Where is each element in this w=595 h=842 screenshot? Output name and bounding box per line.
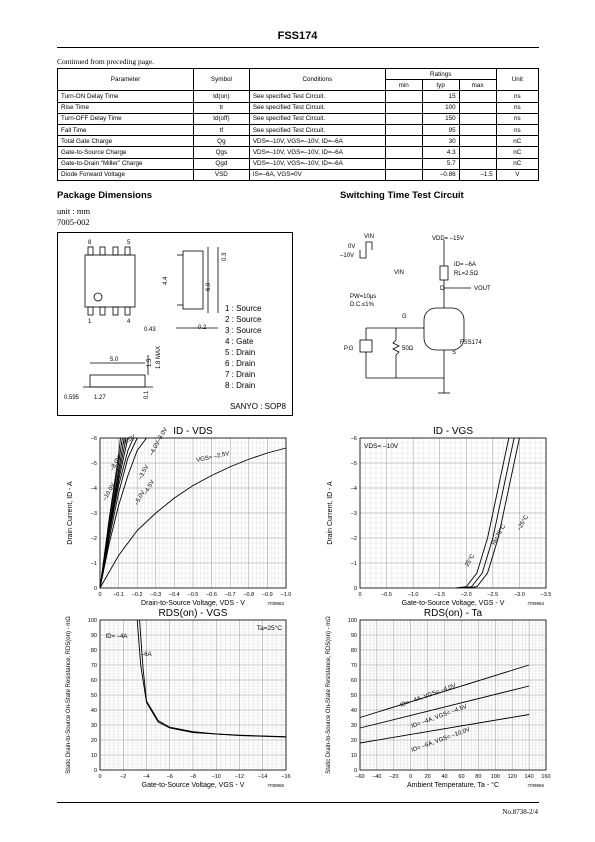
spec-row: [58, 169, 539, 180]
v10-label: –10V: [340, 253, 355, 259]
svg-text:1: 1: [88, 319, 92, 325]
x-axis-label: Drain-to-Source Voltage, VDS - V: [141, 600, 245, 607]
y-tick-label: 0: [353, 768, 357, 774]
x-axis-label: Gate-to-Source Voltage, VGS - V: [141, 782, 245, 789]
spec-cell-max: –1.5: [459, 169, 496, 180]
spec-cell-min: [385, 102, 422, 113]
spec-cell-param: Diode Forward Voltage: [58, 169, 194, 180]
spec-cell-param: Fall Time: [58, 124, 194, 135]
chart-annotation: VDS= –10V: [364, 443, 399, 450]
chart-title: RDS(on) - VGS: [158, 608, 228, 619]
svg-text:0.1: 0.1: [144, 390, 150, 399]
y-tick-label: 40: [90, 708, 97, 714]
spec-cell-min: [385, 147, 422, 158]
spec-cell-min: [385, 124, 422, 135]
y-tick-label: 0: [353, 586, 357, 592]
pin-1: 1 : Source: [225, 304, 262, 313]
rl-label: RL=2.5Ω: [454, 271, 478, 277]
spec-cell-typ: 15: [422, 91, 459, 102]
svg-text:8: 8: [88, 240, 92, 246]
y-axis-label: Static Drain-to-Source On-State Resistance, RDS(on) - mΩ: [66, 616, 72, 774]
y-tick-label: 40: [350, 708, 357, 714]
chart-code: IT09964: [527, 601, 544, 606]
curve-label: –6A: [140, 652, 152, 658]
chart-rds-ta: [318, 602, 558, 797]
svg-text:0.595: 0.595: [64, 395, 80, 401]
curve-label: –3.0V: [156, 426, 170, 444]
chart-title: ID - VGS: [432, 426, 474, 437]
x-tick-label: –2.0: [460, 592, 472, 598]
x-tick-label: –0.7: [224, 592, 236, 598]
spec-cell-typ: –0.86: [422, 169, 459, 180]
curve-label: –10.0V: [102, 482, 117, 502]
pin-7: 7 : Drain: [225, 370, 256, 379]
x-tick-label: 0: [98, 774, 102, 780]
x-tick-label: –3.5: [540, 592, 552, 598]
x-tick-label: –0.3: [150, 592, 162, 598]
vdd-label: VDD= –15V: [432, 236, 464, 242]
x-tick-label: –0.8: [243, 592, 255, 598]
chart-code: IT09965: [267, 783, 284, 788]
spec-cell-max: [459, 124, 496, 135]
spec-cell-max: [459, 147, 496, 158]
y-tick-label: 20: [350, 738, 357, 744]
x-tick-label: –16: [281, 774, 291, 780]
y-tick-label: 20: [90, 738, 97, 744]
pin-3: 3 : Source: [225, 326, 262, 335]
spec-cell-cond: VDS=–10V, VGS=–10V, ID=–6A: [249, 147, 385, 158]
spec-cell-typ: 30: [422, 136, 459, 147]
y-tick-label: –1: [90, 561, 97, 567]
dc-label: D.C.≤1%: [350, 302, 374, 308]
y-axis-label: Drain Current, ID - A: [67, 481, 74, 545]
curve-label: –3.5V: [137, 464, 151, 481]
pin-list: [225, 303, 261, 391]
spec-cell-symbol: Qg: [193, 136, 249, 147]
y-tick-label: 70: [350, 663, 357, 669]
x-tick-label: –8: [189, 774, 197, 780]
spec-row: [58, 113, 539, 124]
y-tick-label: 50: [350, 693, 357, 699]
curve-label: –4.5V: [143, 479, 157, 496]
spec-cell-unit: ns: [496, 102, 538, 113]
th-parameter: Parameter: [58, 69, 194, 91]
x-tick-label: 80: [475, 774, 482, 780]
spec-cell-cond: See specified Test Circuit.: [249, 113, 385, 124]
svg-text:5: 5: [127, 240, 131, 246]
y-tick-label: –2: [350, 536, 357, 542]
spec-cell-min: [385, 158, 422, 169]
y-tick-label: 100: [347, 618, 357, 624]
pw-label: PW=10μs: [350, 294, 377, 300]
y-axis-label: Static Drain-to-Source On-State Resistance, RDS(on) - mΩ: [326, 616, 332, 774]
spec-cell-min: [385, 136, 422, 147]
x-tick-label: –0.2: [131, 592, 143, 598]
chart-rds-vgs: [58, 602, 298, 797]
spec-cell-max: [459, 136, 496, 147]
spec-cell-param: Rise Time: [58, 102, 194, 113]
spec-cell-min: [385, 91, 422, 102]
x-tick-label: 60: [458, 774, 465, 780]
x-tick-label: 20: [424, 774, 431, 780]
svg-text:0.43: 0.43: [144, 327, 156, 333]
package-name: SANYO : SOP8: [229, 402, 286, 411]
spec-row: [58, 102, 539, 113]
spec-table: [57, 68, 539, 181]
chart-code: IT09966: [527, 783, 544, 788]
x-tick-label: 120: [507, 774, 517, 780]
g-label: G: [402, 314, 407, 320]
spec-cell-param: Total Gate Charge: [58, 136, 194, 147]
y-tick-label: 70: [90, 663, 97, 669]
y-tick-label: –3: [350, 511, 357, 517]
spec-cell-unit: ns: [496, 91, 538, 102]
curve-label: VGS= –2.5V: [195, 451, 230, 464]
spec-cell-typ: 4.3: [422, 147, 459, 158]
spec-cell-param: Gate-to-Source Charge: [58, 147, 194, 158]
spec-cell-typ: 5.7: [422, 158, 459, 169]
x-tick-label: –60: [355, 774, 365, 780]
y-tick-label: 50: [90, 693, 97, 699]
y-tick-label: 80: [350, 648, 357, 654]
spec-cell-param: Turn-ON Delay Time: [58, 91, 194, 102]
spec-cell-max: [459, 102, 496, 113]
spec-cell-unit: V: [496, 169, 538, 180]
y-tick-label: –2: [90, 536, 97, 542]
spec-row: [58, 147, 539, 158]
x-tick-label: –14: [258, 774, 268, 780]
pin-2: 2 : Source: [225, 315, 262, 324]
spec-cell-min: [385, 169, 422, 180]
pin-6: 6 : Drain: [225, 359, 256, 368]
x-tick-label: –6: [166, 774, 173, 780]
v0-label: 0V: [348, 244, 356, 250]
x-tick-label: –1.0: [280, 592, 292, 598]
x-tick-label: –12: [234, 774, 245, 780]
spec-cell-unit: nC: [496, 147, 538, 158]
y-tick-label: 10: [90, 753, 97, 759]
y-tick-label: 80: [90, 648, 97, 654]
y-tick-label: 60: [90, 678, 97, 684]
spec-cell-typ: 100: [422, 102, 459, 113]
x-axis-label: Gate-to-Source Voltage, VGS - V: [401, 600, 505, 607]
spec-cell-unit: nC: [496, 158, 538, 169]
spec-cell-symbol: td(off): [193, 113, 249, 124]
y-tick-label: –5: [350, 461, 357, 467]
x-tick-label: –0.1: [113, 592, 124, 598]
y-tick-label: 0: [93, 768, 97, 774]
x-tick-label: –1.0: [407, 592, 419, 598]
th-ratings: Ratings: [385, 69, 496, 80]
x-tick-label: –40: [372, 774, 382, 780]
x-tick-label: –0.5: [187, 592, 199, 598]
x-tick-label: –0.4: [169, 592, 180, 598]
d-label: D: [440, 286, 445, 292]
spec-row: [58, 136, 539, 147]
x-tick-label: –20: [389, 774, 399, 780]
curve-label: 25°C: [464, 553, 477, 568]
x-tick-label: –4: [143, 774, 150, 780]
spec-cell-cond: VDS=–10V, VGS=–10V, ID=–6A: [249, 136, 385, 147]
y-tick-label: 10: [350, 753, 357, 759]
x-tick-label: –0.9: [262, 592, 273, 598]
th-conditions: Conditions: [249, 69, 385, 91]
svg-text:0.2: 0.2: [198, 325, 207, 331]
spec-cell-unit: ns: [496, 113, 538, 124]
curve-label: ID= –6A, VGS= –10.0V: [410, 727, 472, 754]
x-tick-label: 140: [524, 774, 534, 780]
x-tick-label: –1.5: [434, 592, 446, 598]
th-min: min: [385, 80, 422, 91]
y-tick-label: –1: [350, 561, 357, 567]
x-tick-label: 100: [490, 774, 500, 780]
y-tick-label: 0: [93, 586, 97, 592]
pg-label: P.G: [344, 346, 354, 352]
spec-row: [58, 91, 539, 102]
spec-cell-min: [385, 113, 422, 124]
x-tick-label: 0: [358, 592, 362, 598]
spec-cell-max: [459, 113, 496, 124]
y-tick-label: 30: [90, 723, 97, 729]
y-tick-label: –4: [90, 486, 97, 492]
y-tick-label: 60: [350, 678, 357, 684]
spec-cell-max: [459, 158, 496, 169]
spec-cell-cond: IS=–6A, VGS=0V: [249, 169, 385, 180]
y-tick-label: –6: [90, 436, 97, 442]
vin-label-1: VIN: [364, 234, 375, 240]
x-tick-label: 160: [541, 774, 551, 780]
x-tick-label: –2: [120, 774, 127, 780]
curve-label: –8.0V: [109, 455, 123, 472]
svg-text:6.0: 6.0: [206, 282, 212, 291]
curve-label: Ta=75°C: [490, 523, 508, 547]
pin-5: 5 : Drain: [225, 348, 256, 357]
spec-cell-unit: nC: [496, 136, 538, 147]
continued-note: Continued from preceding page.: [57, 57, 155, 66]
pin-4: 4 : Gate: [225, 337, 254, 346]
switching-circuit: [336, 228, 536, 408]
curve-label: ID= –4A, VGS= –4.5V: [410, 704, 468, 730]
svg-text:1.8 MAX: 1.8 MAX: [156, 345, 162, 369]
spec-cell-symbol: VSD: [193, 169, 249, 180]
spec-cell-symbol: td(on): [193, 91, 249, 102]
x-tick-label: –3.0: [514, 592, 525, 598]
svg-text:4: 4: [127, 319, 131, 325]
y-tick-label: 30: [350, 723, 357, 729]
y-tick-label: 90: [90, 633, 97, 639]
x-tick-label: –0.5: [381, 592, 392, 598]
svg-text:0.3: 0.3: [222, 252, 228, 261]
chart-title: ID - VDS: [173, 426, 213, 437]
spec-cell-param: Gate-to-Drain “Miller” Charge: [58, 158, 194, 169]
chart-id-vds: [58, 420, 298, 610]
series-line: [140, 620, 286, 737]
title-rule: [57, 47, 539, 48]
spec-row: [58, 124, 539, 135]
spec-cell-typ: 150: [422, 113, 459, 124]
spec-cell-symbol: tr: [193, 102, 249, 113]
spec-cell-typ: 95: [422, 124, 459, 135]
package-code: 7005-002: [57, 217, 90, 227]
package-drawing: [57, 232, 293, 416]
spec-row: [58, 158, 539, 169]
y-tick-label: –6: [350, 436, 357, 442]
th-typ: typ: [422, 80, 459, 91]
x-tick-label: –10: [211, 774, 221, 780]
y-tick-label: 90: [350, 633, 357, 639]
spec-cell-unit: ns: [496, 124, 538, 135]
curve-label: ID= –4A: [105, 634, 128, 640]
y-tick-label: –5: [90, 461, 97, 467]
y-tick-label: 100: [87, 618, 97, 624]
y-tick-label: –3: [90, 511, 97, 517]
curve-label: –25°C: [516, 514, 531, 532]
y-axis-label: Drain Current, ID - A: [327, 481, 334, 545]
curve-label: ID= –4A, VGS= –4.0V: [399, 683, 457, 709]
curve-label: –5.0V: [133, 489, 147, 507]
x-axis-label: Ambient Temperature, Ta - °C: [406, 782, 500, 789]
r50-label: 50Ω: [402, 346, 414, 352]
footer-rule: [57, 802, 539, 803]
curve-label: –4.0V: [148, 440, 162, 457]
spec-cell-cond: See specified Test Circuit.: [249, 91, 385, 102]
x-tick-label: –0.6: [206, 592, 217, 598]
switching-heading: Switching Time Test Circuit: [340, 190, 464, 201]
svg-text:5.0: 5.0: [110, 357, 119, 363]
spec-cell-symbol: tf: [193, 124, 249, 135]
spec-cell-cond: See specified Test Circuit.: [249, 124, 385, 135]
svg-text:1.5: 1.5: [147, 358, 153, 367]
spec-cell-symbol: Qgs: [193, 147, 249, 158]
package-unit: unit : mm: [57, 206, 91, 216]
part-label: FSS174: [460, 340, 482, 346]
spec-cell-cond: See specified Test Circuit.: [249, 102, 385, 113]
spec-cell-cond: VDS=–10V, VGS=–10V, ID=–6A: [249, 158, 385, 169]
th-unit: Unit: [496, 69, 538, 91]
x-tick-label: 0: [98, 592, 102, 598]
s-label: S: [452, 350, 457, 356]
svg-text:4.4: 4.4: [163, 276, 169, 285]
page-number: No.8738-2/4: [502, 808, 538, 816]
vout-label: VOUT: [474, 286, 491, 292]
page-title: FSS174: [277, 30, 318, 42]
svg-text:1.27: 1.27: [94, 395, 106, 401]
spec-cell-max: [459, 91, 496, 102]
id-label: ID= –6A: [454, 262, 476, 268]
chart-code: IT09963: [267, 601, 284, 606]
x-tick-label: 40: [441, 774, 448, 780]
chart-title: RDS(on) - Ta: [423, 608, 483, 619]
package-heading: Package Dimensions: [57, 190, 153, 201]
chart-id-vgs: [318, 420, 558, 610]
x-tick-label: –2.5: [487, 592, 499, 598]
chart-annotation: Ta=25°C: [256, 625, 282, 632]
x-tick-label: 0: [409, 774, 413, 780]
pin-8: 8 : Drain: [225, 381, 256, 390]
th-symbol: Symbol: [193, 69, 249, 91]
curve-label: –6.0V: [120, 434, 137, 448]
vin-label-2: VIN: [394, 270, 405, 276]
spec-cell-symbol: Qgd: [193, 158, 249, 169]
th-max: max: [459, 80, 496, 91]
spec-cell-param: Turn-OFF Delay Time: [58, 113, 194, 124]
y-tick-label: –4: [350, 486, 357, 492]
